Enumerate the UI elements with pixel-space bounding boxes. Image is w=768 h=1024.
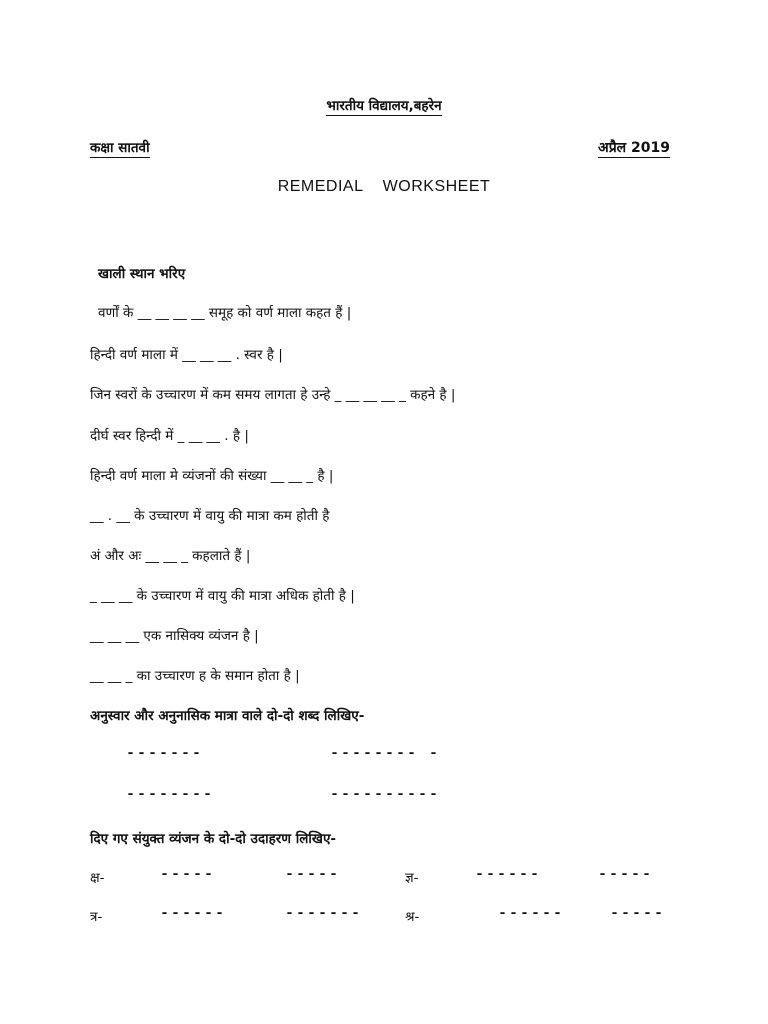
- answer-blank: -------- -: [330, 745, 441, 762]
- answer-blank: -------: [126, 745, 204, 762]
- question-line-5: हिन्दी वर्ण माला मे व्यंजनों की संख्या __ __ _ है |: [90, 468, 334, 484]
- answer-blank: ------: [475, 866, 542, 883]
- question-line-8: _ __ __ के उच्चारण में वायु की मात्रा अधिक होती है |: [90, 588, 355, 604]
- answer-blank: -------: [285, 905, 363, 922]
- question-line-4: दीर्घ स्वर हिन्दी में _ __ __ . है |: [90, 428, 249, 444]
- conjunct-label: क्ष-: [90, 870, 105, 886]
- question-line-6: __ . __ के उच्चारण में वायु की मात्रा कम होती है: [90, 508, 330, 524]
- question-line-1: वर्णों के __ __ __ __ समूह को वर्ण माला कहत हैं |: [98, 305, 352, 321]
- section3-heading: दिए गए संयुक्त व्यंजन के दो-दो उदाहरण लिखिए-: [90, 831, 337, 847]
- answer-blank: -----: [285, 866, 341, 883]
- conjunct-label: ज्ञ-: [405, 870, 419, 886]
- conjunct-label: त्र-: [90, 909, 103, 925]
- conjunct-label: श्र-: [405, 909, 420, 925]
- question-line-9: __ __ __ एक नासिक्य व्यंजन है |: [90, 628, 259, 644]
- answer-blank: -----: [160, 866, 216, 883]
- answer-blank: ----------: [330, 786, 441, 803]
- section1-heading: खाली स्थान भरिए: [98, 266, 186, 282]
- answer-blank: -----: [610, 905, 666, 922]
- answer-blank: ------: [498, 905, 565, 922]
- class-label: कक्षा सातवी: [90, 140, 150, 156]
- answer-blank: --------: [126, 786, 215, 803]
- date-label: अप्रैल 2019: [598, 140, 670, 156]
- question-line-10: __ __ _ का उच्चारण ह के समान होता है |: [90, 668, 300, 684]
- school-name: भारतीय विद्यालय,बहरेन: [326, 98, 442, 114]
- question-line-3: जिन स्वरों के उच्चारण में कम समय लागता हे उन्हे _ __ __ __ _ कहने है |: [90, 387, 456, 403]
- question-line-7: अं और अः __ __ _ कहलाते हैं |: [90, 548, 251, 564]
- question-line-2: हिन्दी वर्ण माला में __ __ __ . स्वर है |: [90, 347, 283, 363]
- answer-blank: ------: [160, 905, 227, 922]
- section2-heading: अनुस्वार और अनुनासिक मात्रा वाले दो-दो शब्द लिखिए-: [90, 708, 365, 724]
- answer-blank: -----: [598, 866, 654, 883]
- worksheet-title: REMEDIAL WORKSHEET: [277, 178, 491, 195]
